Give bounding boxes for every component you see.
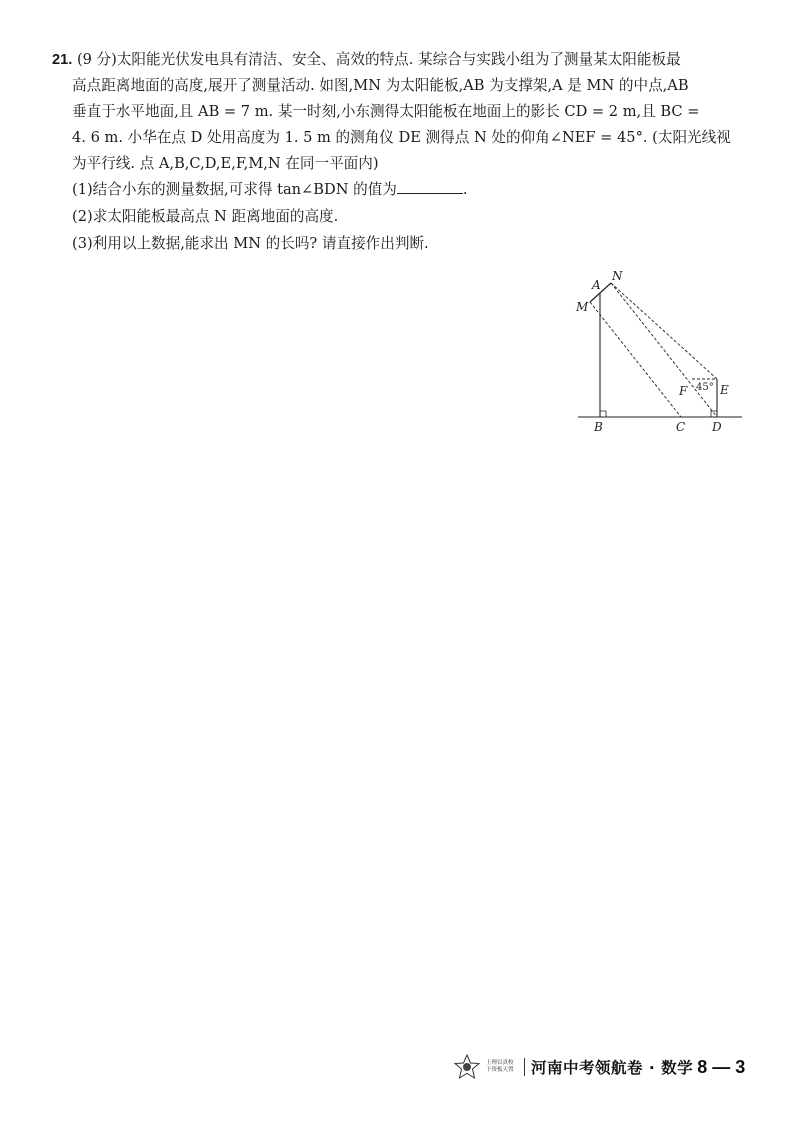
footer-divider [524,1058,525,1076]
slogan-line-2: 下资板天置 [486,1067,514,1073]
label-F: F [679,384,688,398]
shadow-ray-ND [611,283,717,417]
part-3: (3)利用以上数据,能求出 MN 的长吗? 请直接作出判断. [72,235,429,252]
slogan [486,1060,520,1074]
right-angle-D [711,411,717,417]
label-N: N [612,269,623,283]
question-text-line-5: 为平行线. 点 A,B,C,D,E,F,M,N 在同一平面内) [72,155,379,172]
question-text-line-4: 4. 6 m. 小华在点 D 处用高度为 1. 5 m 的测角仪 DE 测得点 N 处的仰角∠NEF = 45°. (太阳光线视 [72,129,731,146]
question-text-line-1: (9 分)太阳能光伏发电具有清洁、安全、高效的特点. 某综合与实践小组为了测量某太阳能板最 [76,51,681,68]
question-line-1 [52,48,681,69]
right-angle-B [600,411,606,417]
label-B: B [594,420,603,434]
label-D: D [712,420,722,434]
label-M: M [576,300,589,314]
sight-line-NE [611,283,717,379]
question-number: 21. [52,52,73,68]
slogan-line-1: 上理以真校 [486,1060,514,1066]
geometry-figure [570,266,750,438]
page-footer [452,1054,745,1080]
label-C: C [676,420,686,434]
answer-blank[interactable] [397,181,463,194]
angle-label: 45° [696,382,714,393]
label-E: E [720,383,729,397]
part-2: (2)求太阳能板最高点 N 距离地面的高度. [72,208,339,225]
page-code: 8 — 3 [697,1056,746,1077]
part-1-end: . [462,181,468,198]
part-1-text: (1)结合小东的测量数据,可求得 tan∠BDN 的值为 [72,181,397,198]
footer-title: 河南中考领航卷 · 数学 [531,1059,694,1077]
part-1 [72,178,468,199]
shadow-ray-MC [590,302,681,417]
label-A: A [592,278,601,292]
star-logo-icon [452,1054,482,1080]
question-text-line-2: 高点距离地面的高度,展开了测量活动. 如图,MN 为太阳能板,AB 为支撑架,A 是 MN 的中点,AB [72,77,689,94]
question-text-line-3: 垂直于水平地面,且 AB = 7 m. 某一时刻,小东测得太阳能板在地面上的影长 CD = 2 m,且 BC = [72,103,700,120]
